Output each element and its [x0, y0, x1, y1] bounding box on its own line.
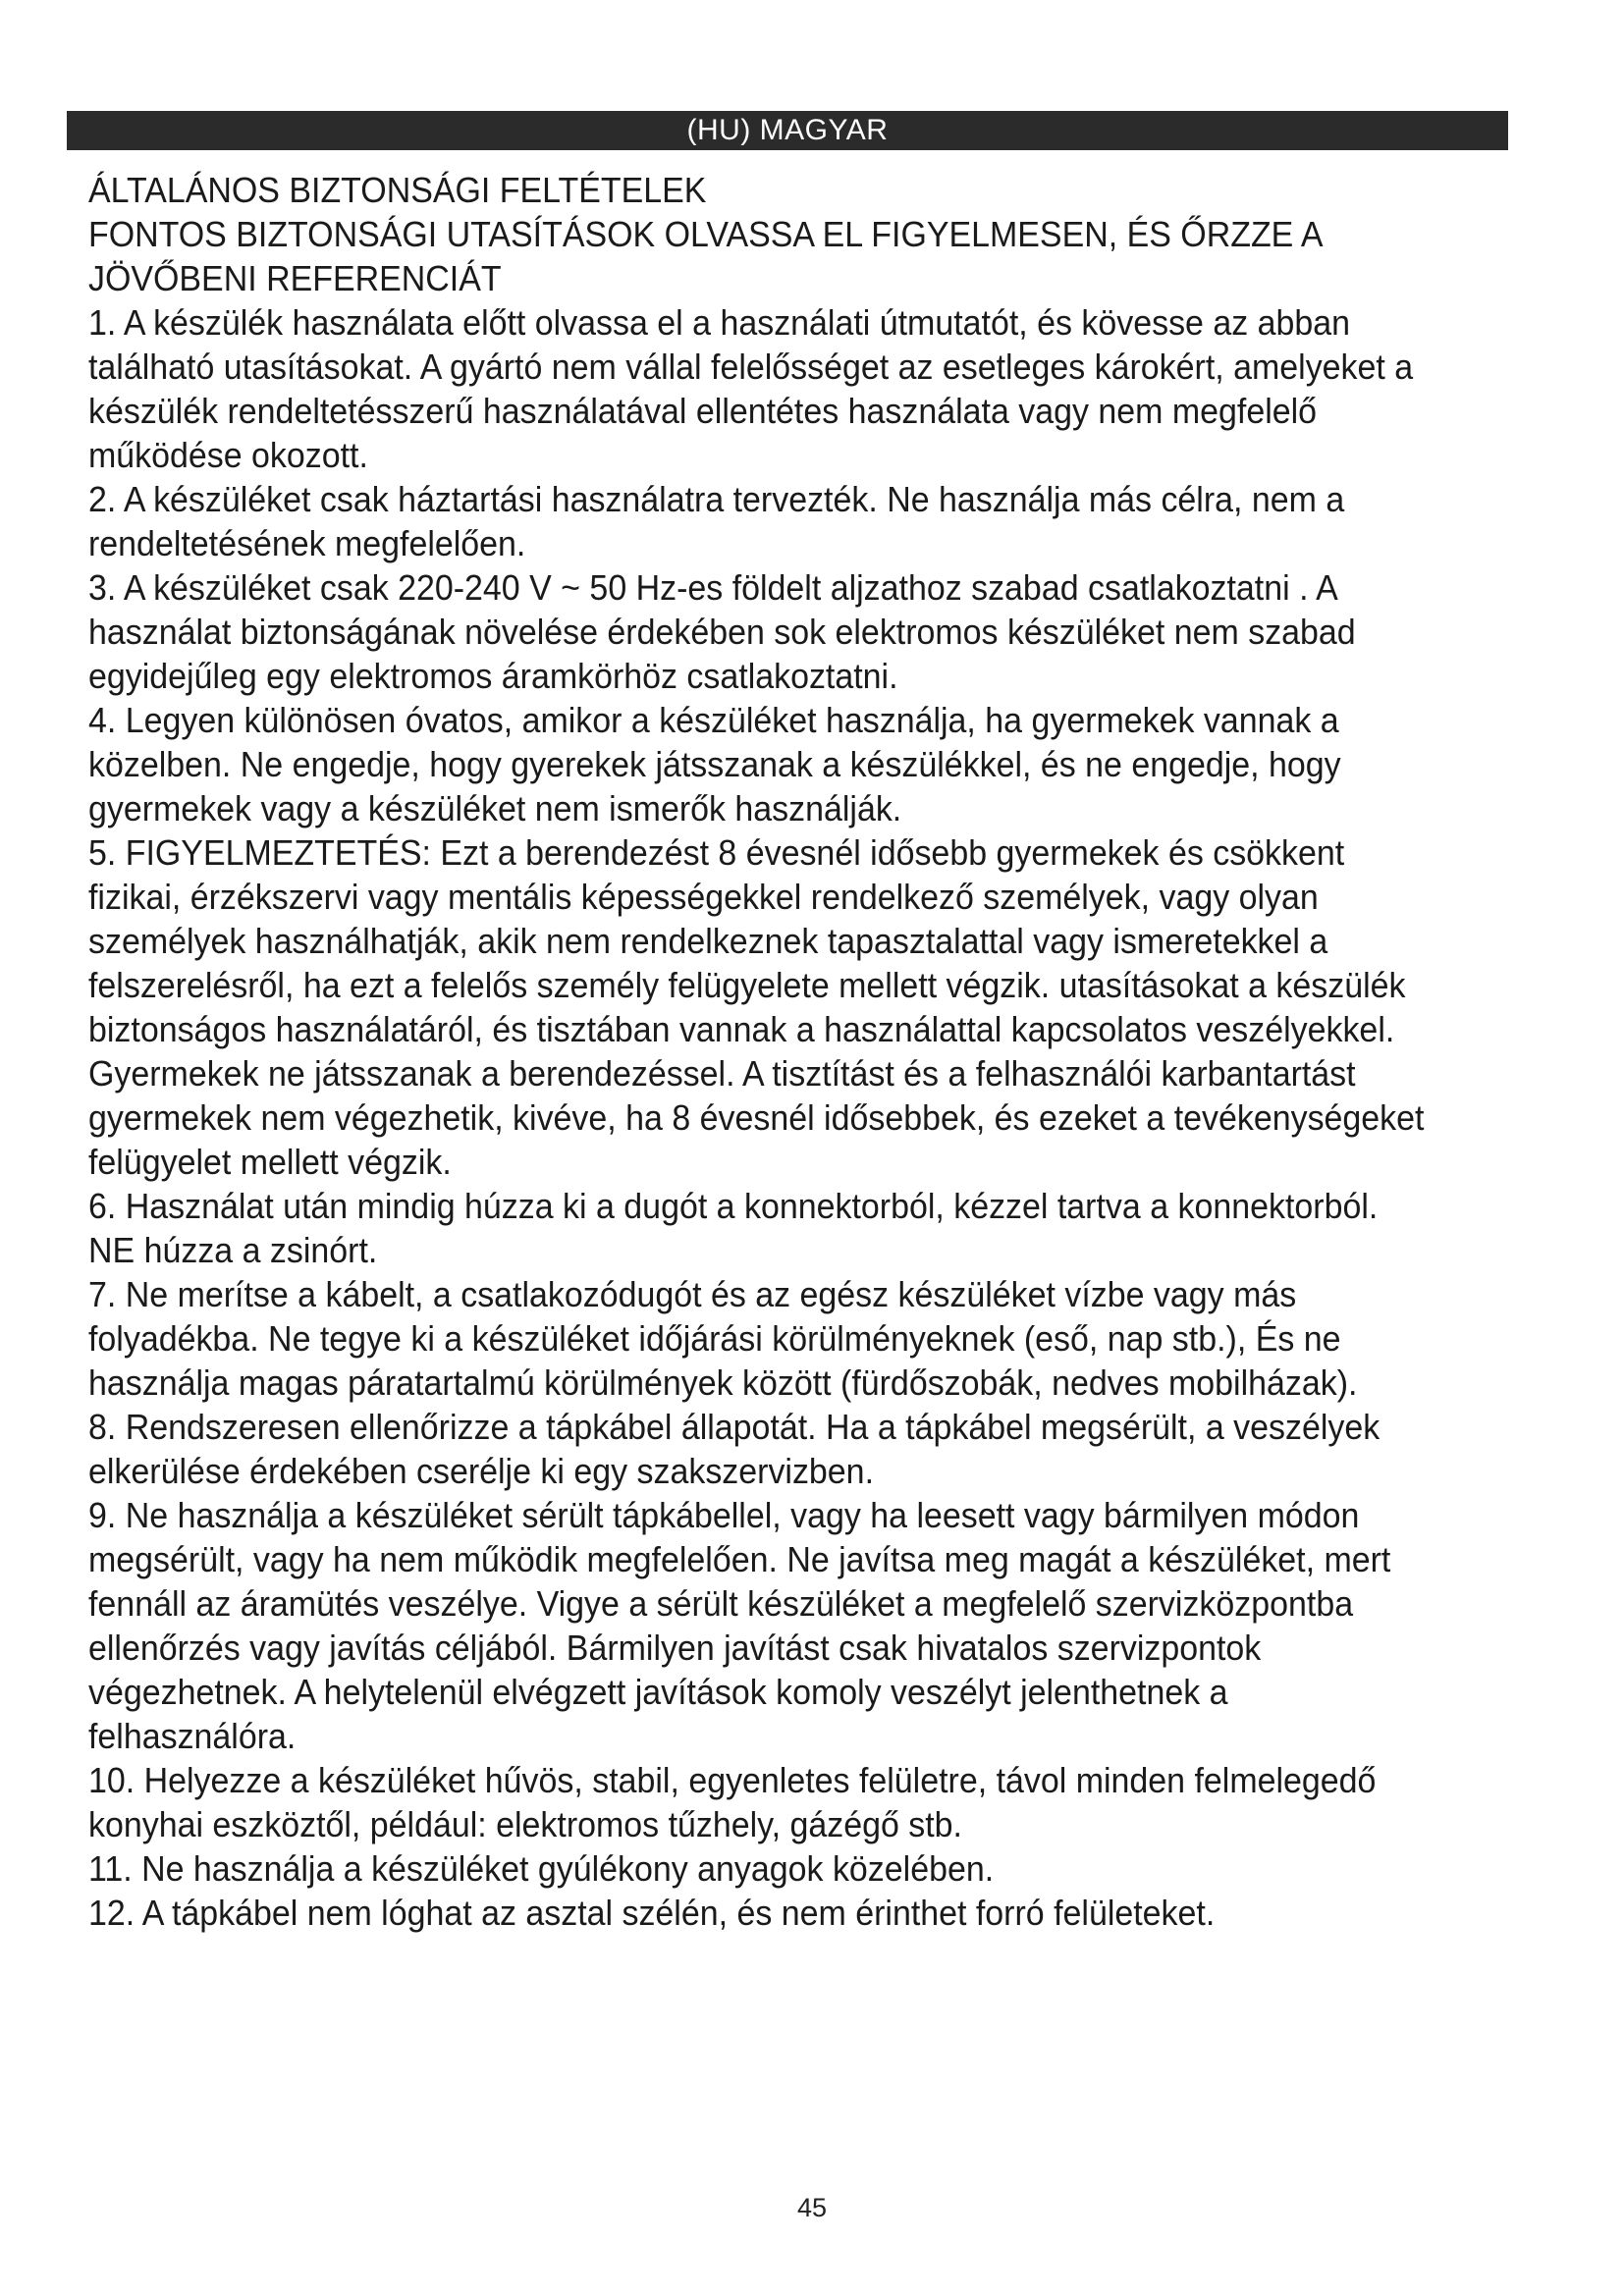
instruction-item-12: 12. A tápkábel nem lóghat az asztal szélén, és nem érinthet forró felületeket.	[88, 1893, 1216, 1933]
instruction-item-11: 11. Ne használja a készüléket gyúlékony anyagok közelében.	[88, 1848, 995, 1889]
instruction-item-2: 2. A készüléket csak háztartási használatra tervezték. Ne használja más célra, nem a rendeltetésének megfelelően.	[88, 479, 1345, 563]
page-number: 45	[796, 2193, 828, 2222]
safety-instructions-section	[88, 168, 1431, 1935]
section-subtitle: FONTOS BIZTONSÁGI UTASÍTÁSOK OLVASSA EL FIGYELMESEN, ÉS ŐRZZE A JÖVŐBENI REFERENCIÁT	[88, 214, 1322, 298]
instruction-item-1: 1. A készülék használata előtt olvassa el a használati útmutatót, és kövesse az abban található utasításokat. A gyártó nem vállal felelősséget az esetleges károkért, amelyeket a készülék rendeltetésszerű használatával ellentétes használata vagy nem megfelelő működése okozott.	[88, 302, 1414, 475]
instruction-item-4: 4. Legyen különösen óvatos, amikor a készüléket használja, ha gyermekek vannak a közelben. Ne engedje, hogy gyerekek játsszanak a készülékkel, és ne engedje, hogy gyermekek vagy a készüléket nem ismerők használják.	[88, 700, 1341, 828]
instruction-item-5: 5. FIGYELMEZTETÉS: Ezt a berendezést 8 évesnél idősebb gyermekek és csökkent fizikai, érzékszervi vagy mentális képességekkel rendelkező személyek, vagy olyan személyek használhatják, akik nem rendelkeznek tapasztalattal vagy ismeretekkel a felszerelésről, ha ezt a felelős személy felügyelete mellett végzik. utasításokat a készülék biztonságos használatáról, és tisztában vannak a használattal kapcsolatos veszélyekkel. Gyermekek ne játsszanak a berendezéssel. A tisztítást és a felhasználói karbantartást gyermekek nem végezhetik, kivéve, ha 8 évesnél idősebbek, és ezeket a tevékenységeket felügyelet mellett végzik.	[88, 832, 1425, 1182]
instruction-item-3: 3. A készüléket csak 220-240 V ~ 50 Hz-es földelt aljzathoz szabad csatlakoztatni . A használat biztonságának növelése érdekében sok elektromos készüléket nem szabad egyidejűleg egy elektromos áramkörhöz csatlakoztatni.	[88, 567, 1356, 696]
language-label: (HU) MAGYAR	[686, 114, 889, 146]
section-title: ÁLTALÁNOS BIZTONSÁGI FELTÉTELEK	[88, 170, 707, 210]
language-header-bar	[67, 111, 1508, 150]
instruction-item-8: 8. Rendszeresen ellenőrizze a tápkábel állapotát. Ha a tápkábel megsérült, a veszélyek elkerülése érdekében cserélje ki egy szakszervizben.	[88, 1407, 1380, 1491]
instruction-item-9: 9. Ne használja a készüléket sérült tápkábellel, vagy ha leesett vagy bármilyen módon megsérült, vagy ha nem működik megfelelően. Ne javítsa meg magát a készüléket, mert fennáll az áramütés veszélye. Vigye a sérült készüléket a megfelelő szervizközpontba ellenőrzés vagy javítás céljából. Bármilyen javítást csak hivatalos szervizpontok végezhetnek. A helytelenül elvégzett javítások komoly veszélyt jelenthetnek a felhasználóra.	[88, 1495, 1391, 1756]
instruction-item-6: 6. Használat után mindig húzza ki a dugót a konnektorból, kézzel tartva a konnektorból. NE húzza a zsinórt.	[88, 1186, 1379, 1270]
instruction-item-10: 10. Helyezze a készüléket hűvös, stabil, egyenletes felületre, távol minden felmelegedő konyhai eszköztől, például: elektromos tűzhely, gázégő stb.	[88, 1760, 1377, 1844]
instruction-item-7: 7. Ne merítse a kábelt, a csatlakozódugót és az egész készüléket vízbe vagy más folyadékba. Ne tegye ki a készüléket időjárási körülményeknek (eső, nap stb.), És ne használja magas páratartalmú körülmények között (fürdőszobák, nedves mobilházak).	[88, 1274, 1358, 1403]
